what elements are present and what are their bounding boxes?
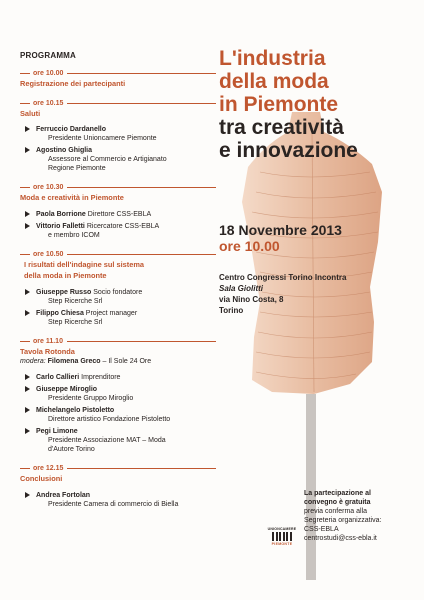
speaker-description: Presidente Gruppo Miroglio (48, 395, 134, 402)
speaker-list (20, 491, 216, 509)
speaker-description: Step Ricerche Srl (48, 318, 103, 326)
headline-accent-line: L'industria (219, 47, 326, 70)
session-title: Tavola Rotonda (20, 346, 75, 356)
session-time: ore 12.15 (33, 465, 64, 472)
session-time: ore 10.30 (33, 184, 64, 191)
speaker-description: e membro ICOM (48, 231, 100, 239)
bullet-arrow-icon (25, 211, 30, 217)
speaker-item (36, 385, 216, 403)
speaker-role: Project manager (85, 309, 138, 317)
unioncamere-logo (262, 527, 302, 546)
program-session (20, 338, 216, 455)
speaker-description: Presidente Unioncamere Piemonte (48, 135, 157, 142)
headline-subtitle-line: tra creatività (219, 116, 344, 139)
speaker-name: Pegi Limone (36, 428, 78, 435)
speaker-item (36, 427, 216, 454)
session-time-row (20, 184, 216, 191)
time-rule (67, 468, 216, 469)
speaker-item (36, 210, 216, 219)
speaker-item (36, 491, 216, 509)
speaker-name: Filippo Chiesa (36, 309, 84, 317)
venue-name: Centro Congressi Torino Incontra (219, 273, 347, 282)
logo-bars-icon (272, 532, 292, 541)
session-title: Saluti (20, 108, 41, 118)
session-title: I risultati dell'indagine sul sistema (24, 259, 145, 269)
speaker-item (36, 373, 216, 382)
venue-room: Sala Giolitti (219, 284, 264, 293)
session-time-row (20, 100, 216, 107)
speaker-description: Presidente Associazione MAT – Moda (48, 437, 166, 444)
mannequin-stand (306, 394, 316, 580)
speaker-item (36, 406, 216, 424)
time-rule (67, 73, 216, 74)
speaker-role: Direttore CSS-EBLA (87, 210, 152, 218)
speaker-role: Imprenditore (81, 374, 121, 381)
bullet-arrow-icon (25, 374, 30, 380)
session-moderator (20, 357, 216, 366)
time-dash (20, 254, 30, 255)
info-bold-line: La partecipazione al (304, 490, 371, 497)
headline-subtitle-line: e innovazione (219, 139, 358, 162)
speaker-description: Step Ricerche Srl (48, 297, 103, 305)
bullet-arrow-icon (25, 428, 30, 434)
session-time-row (20, 338, 216, 345)
program-heading: PROGRAMMA (20, 51, 77, 60)
program-column (20, 70, 216, 520)
speaker-item (36, 146, 216, 173)
speaker-name: Carlo Callieri (36, 374, 80, 381)
bullet-arrow-icon (25, 492, 30, 498)
speaker-role: Socio fondatore (93, 288, 143, 296)
info-bold-line: convegno è gratuita (304, 499, 371, 506)
speaker-name: Michelangelo Pistoletto (36, 407, 115, 414)
logo-top-text: UNIONCAMERE (267, 527, 297, 531)
program-session (20, 70, 216, 89)
program-session (20, 184, 216, 240)
time-rule (67, 103, 216, 104)
speaker-name: Ferruccio Dardanello (36, 126, 107, 133)
time-rule (67, 254, 216, 255)
bullet-arrow-icon (25, 289, 30, 295)
session-time: ore 10.15 (33, 99, 64, 107)
time-rule (67, 187, 216, 188)
event-date: 18 Novembre 2013 (219, 222, 342, 238)
program-session (20, 465, 216, 509)
speaker-role: Ricercatore CSS-EBLA (86, 222, 160, 230)
speaker-item (36, 288, 216, 306)
speaker-list (20, 125, 216, 173)
logo-bottom-text: PIEMONTE (271, 542, 293, 546)
speaker-description: Regione Piemonte (48, 165, 106, 172)
session-title: Registrazione dei partecipanti (20, 79, 126, 88)
speaker-name: Paola Borrione (36, 210, 86, 218)
headline-accent-line: in Piemonte (219, 93, 339, 116)
session-time: ore 11.10 (33, 337, 63, 345)
speaker-description: Direttore artistico Fondazione Pistoletto (48, 416, 171, 423)
speaker-name: Agostino Ghiglia (36, 147, 92, 154)
session-time-row (20, 465, 216, 472)
time-rule (67, 341, 216, 342)
speaker-item (36, 125, 216, 143)
bullet-arrow-icon (25, 126, 30, 132)
program-session (20, 251, 216, 327)
time-dash (20, 73, 30, 74)
info-line: Segreteria organizzativa: (304, 517, 382, 524)
speaker-item (36, 222, 216, 240)
session-time: ore 10.00 (33, 70, 64, 77)
bullet-arrow-icon (25, 310, 30, 316)
time-dash (20, 187, 30, 188)
speaker-description: Presidente Camera di commercio di Biella (48, 500, 179, 508)
event-time: ore 10.00 (219, 238, 280, 254)
session-time-row (20, 251, 216, 258)
speaker-name: Vittorio Falletti (36, 222, 85, 230)
venue-address: via Nino Costa, 8 (219, 295, 284, 304)
session-time-row (20, 70, 216, 77)
moderator-label: modera: (20, 358, 46, 365)
speaker-item (36, 309, 216, 327)
bullet-arrow-icon (25, 147, 30, 153)
info-line: previa conferma alla (304, 508, 368, 515)
session-title: Conclusioni (20, 474, 63, 483)
session-title: Moda e creatività in Piemonte (20, 193, 124, 202)
participation-info (304, 489, 419, 543)
speaker-name: Andrea Fortolan (36, 491, 91, 499)
event-date-block (219, 222, 342, 254)
info-line: centrostudi@css-ebla.it (304, 535, 377, 542)
time-dash (20, 341, 30, 342)
speaker-name: Giuseppe Russo (36, 288, 92, 296)
moderator-name: Filomena Greco (47, 358, 101, 365)
headline-accent-line: della moda (219, 70, 329, 93)
headline (219, 47, 419, 162)
venue-city: Torino (219, 306, 244, 315)
program-session (20, 100, 216, 174)
session-title: della moda in Piemonte (24, 271, 107, 280)
info-line: CSS-EBLA (304, 526, 339, 533)
moderator-affiliation: – Il Sole 24 Ore (100, 358, 152, 365)
bullet-arrow-icon (25, 386, 30, 392)
session-time: ore 10.50 (33, 250, 64, 258)
time-dash (20, 103, 30, 104)
speaker-list (20, 288, 216, 327)
bullet-arrow-icon (25, 223, 30, 229)
event-venue (219, 272, 346, 316)
bullet-arrow-icon (25, 407, 30, 413)
speaker-list (20, 373, 216, 454)
speaker-name: Giuseppe Miroglio (36, 386, 98, 393)
speaker-description: Assessore al Commercio e Artigianato (48, 156, 167, 163)
speaker-description: d'Autore Torino (48, 446, 95, 453)
speaker-list (20, 210, 216, 240)
time-dash (20, 468, 30, 469)
